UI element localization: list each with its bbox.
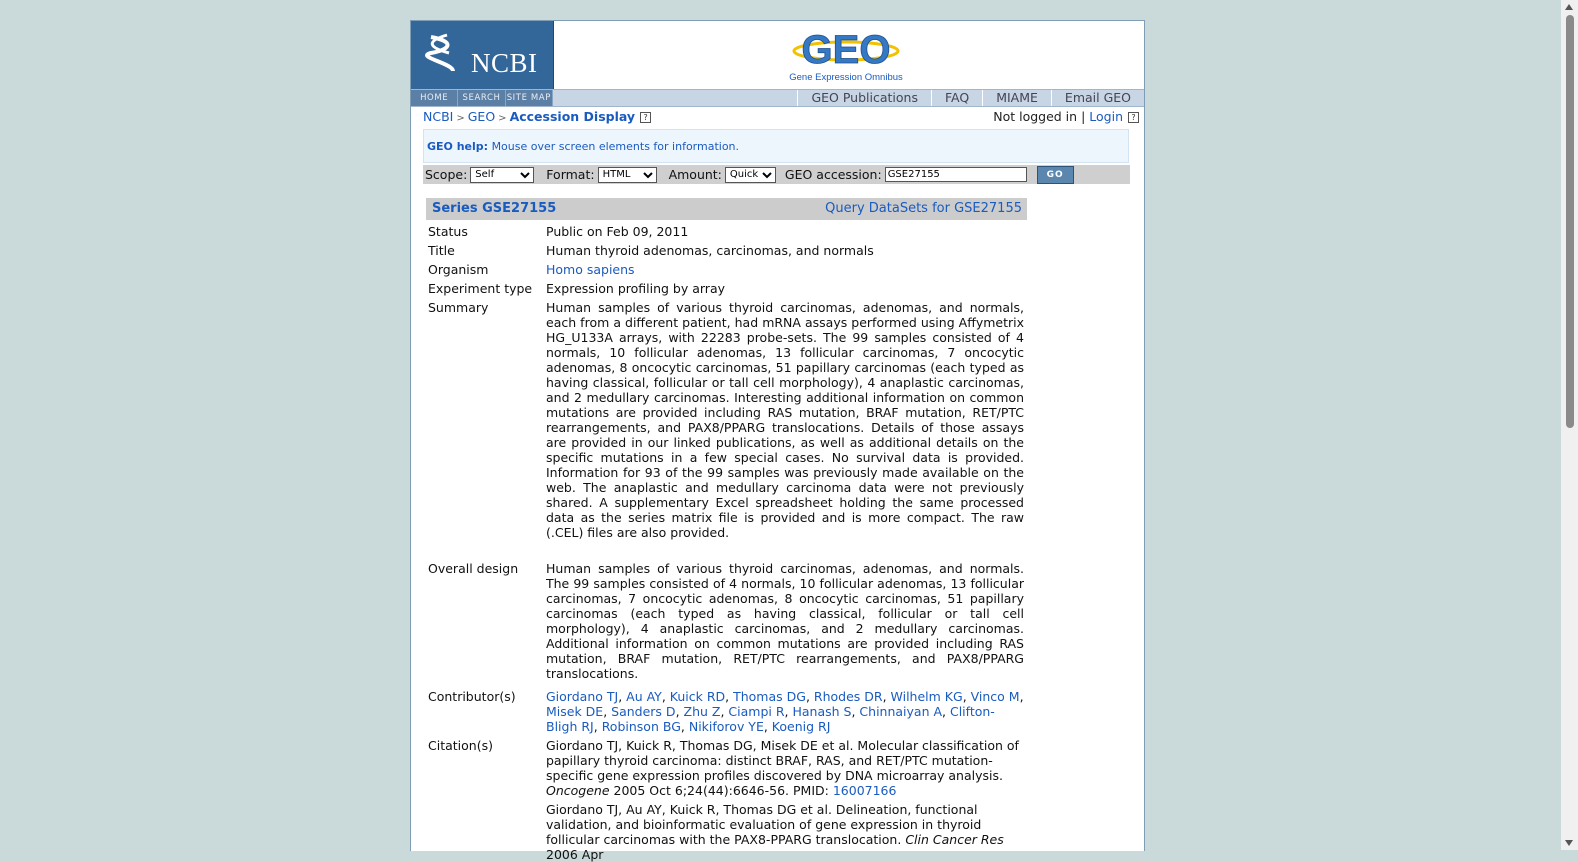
contributor-link[interactable]: Thomas DG bbox=[733, 689, 806, 704]
login-status bbox=[993, 109, 1139, 124]
contributor-link[interactable]: Kuick RD bbox=[669, 689, 726, 704]
contributors-label: Contributor(s) bbox=[428, 689, 516, 704]
contributor-separator: , bbox=[1019, 689, 1024, 704]
help-icon[interactable]: ? bbox=[640, 112, 651, 123]
ncbi-logo-text: NCBI bbox=[471, 48, 538, 78]
accession-form bbox=[423, 165, 1130, 184]
contributor-separator: , bbox=[805, 689, 814, 704]
citation-1-text: Giordano TJ, Kuick R, Thomas DG, Misek DE et al. Molecular classification of papillary thyroid carcinoma: distinct BRAF, RAS, and RET/PTC mutation-specific gene expression profiles discovered by DNA microarray analysis. bbox=[546, 738, 1019, 783]
contributor-link[interactable]: Hanash S bbox=[792, 704, 852, 719]
contributor-link[interactable]: Wilhelm KG bbox=[890, 689, 963, 704]
login-status-text: Not logged in bbox=[993, 109, 1078, 124]
help-label: GEO help: bbox=[427, 140, 489, 153]
design-value: Human samples of various thyroid carcinomas, adenomas, and normals. The 99 samples consisted of 4 normals, 10 follicular adenomas, 13 follicular carcinomas, 7 oncocytic adenomas, 8 oncocytic carcinomas, 51 papillary carcinomas (each typed as having classical, follicular or tall cell morphology), 4 anaplastic carcinomas, and 2 medullary carcinomas. Additional information on common mutations are provided including RAS mutation, BRAF mutation, RET/PTC rearrangements, and PAX8/PPARG translocations. bbox=[546, 561, 1024, 681]
scroll-down-arrow-icon[interactable] bbox=[1565, 840, 1573, 846]
contributor-separator: , bbox=[942, 704, 950, 719]
breadcrumb-separator: > bbox=[456, 113, 465, 124]
contributor-link[interactable]: Zhu Z bbox=[683, 704, 721, 719]
format-select[interactable] bbox=[598, 167, 657, 183]
scroll-up-arrow-icon[interactable] bbox=[1565, 4, 1573, 10]
format-label: Format: bbox=[546, 167, 595, 182]
contributor-separator: , bbox=[675, 704, 684, 719]
organism-link[interactable]: Homo sapiens bbox=[546, 262, 635, 277]
contributor-separator: , bbox=[882, 689, 891, 704]
citation-2-details: 2006 Apr bbox=[546, 847, 604, 862]
contributor-link[interactable]: Chinnaiyan A bbox=[859, 704, 943, 719]
status-value: Public on Feb 09, 2011 bbox=[546, 224, 689, 239]
breadcrumb bbox=[423, 109, 651, 124]
citation-1-details: 2005 Oct 6;24(44):6646-56. PMID: bbox=[613, 783, 829, 798]
geo-logo-text: GEO bbox=[801, 28, 891, 72]
contributor-separator: , bbox=[962, 689, 971, 704]
experiment-value: Expression profiling by array bbox=[546, 281, 726, 296]
nav-home[interactable]: HOME bbox=[411, 90, 458, 106]
contributor-separator: , bbox=[784, 704, 793, 719]
contributor-link[interactable]: Nikiforov YE bbox=[688, 719, 764, 734]
accession-label: GEO accession: bbox=[784, 167, 882, 182]
contributor-link[interactable]: Koenig RJ bbox=[771, 719, 831, 734]
citation-1 bbox=[546, 738, 1024, 798]
login-separator: | bbox=[1081, 109, 1086, 124]
citation-2 bbox=[546, 802, 1024, 862]
nav-search[interactable]: SEARCH bbox=[458, 90, 505, 106]
contributor-separator: , bbox=[618, 689, 627, 704]
query-datasets-link[interactable]: Query DataSets for GSE27155 bbox=[825, 201, 1022, 216]
experiment-label: Experiment type bbox=[428, 281, 533, 296]
dna-helix-icon bbox=[423, 33, 463, 75]
title-value: Human thyroid adenomas, carcinomas, and normals bbox=[546, 243, 874, 258]
summary-label: Summary bbox=[428, 300, 489, 315]
nav-site-map[interactable]: SITE MAP bbox=[506, 90, 553, 106]
geo-help-box bbox=[423, 129, 1129, 163]
scope-select[interactable] bbox=[470, 167, 534, 183]
contributor-link[interactable]: Giordano TJ bbox=[546, 689, 619, 704]
contributor-separator: , bbox=[661, 689, 670, 704]
title-label: Title bbox=[428, 243, 455, 258]
geo-nav bbox=[797, 90, 1144, 106]
help-text: Mouse over screen elements for information. bbox=[491, 140, 740, 153]
citation-2-journal: Clin Cancer Res bbox=[905, 832, 1004, 847]
contributor-link[interactable]: Clifton-Bligh RJ bbox=[546, 704, 995, 734]
ncbi-logo[interactable] bbox=[411, 21, 554, 89]
breadcrumb-current: Accession Display bbox=[509, 109, 636, 124]
top-navbar bbox=[411, 89, 1144, 107]
nav-geo-publications[interactable]: GEO Publications bbox=[797, 90, 931, 106]
series-id[interactable]: Series GSE27155 bbox=[432, 201, 557, 216]
contributor-separator: , bbox=[603, 704, 612, 719]
citation-1-pmid-link[interactable]: 16007166 bbox=[832, 783, 897, 798]
amount-label: Amount: bbox=[668, 167, 722, 182]
scope-label: Scope: bbox=[425, 167, 468, 182]
contributor-separator: , bbox=[725, 689, 734, 704]
contributor-separator: , bbox=[851, 704, 860, 719]
citation-1-journal: Oncogene bbox=[546, 783, 610, 798]
citations-label: Citation(s) bbox=[428, 738, 493, 753]
login-help-icon[interactable]: ? bbox=[1128, 112, 1139, 123]
series-header bbox=[426, 198, 1027, 220]
contributor-separator: , bbox=[680, 719, 689, 734]
contributor-link[interactable]: Au AY bbox=[626, 689, 662, 704]
contributor-separator: , bbox=[593, 719, 602, 734]
go-button[interactable]: GO bbox=[1037, 166, 1074, 184]
accession-input[interactable] bbox=[885, 167, 1027, 182]
contributor-link[interactable]: Robinson BG bbox=[601, 719, 681, 734]
geo-logo-mark bbox=[791, 27, 901, 71]
nav-miame[interactable]: MIAME bbox=[982, 90, 1051, 106]
contributor-separator: , bbox=[720, 704, 729, 719]
design-label: Overall design bbox=[428, 561, 519, 576]
amount-select[interactable] bbox=[725, 167, 776, 183]
page-container bbox=[410, 20, 1145, 862]
contributor-link[interactable]: Sanders D bbox=[611, 704, 676, 719]
geo-logo[interactable] bbox=[781, 27, 911, 87]
status-label: Status bbox=[428, 224, 468, 239]
citation-2-text: Giordano TJ, Au AY, Kuick R, Thomas DG et al. Delineation, functional validation, and bioinformatic evaluation of gene expression in thyroid follicular carcinomas with the PAX8-PPARG translocation. bbox=[546, 802, 982, 847]
breadcrumb-separator: > bbox=[498, 113, 507, 124]
page-scrollbar[interactable] bbox=[1561, 0, 1578, 850]
ncbi-nav bbox=[411, 90, 553, 106]
nav-email-geo[interactable]: Email GEO bbox=[1051, 90, 1144, 106]
scrollbar-thumb[interactable] bbox=[1566, 15, 1574, 428]
contributors-list bbox=[546, 689, 1024, 734]
nav-faq[interactable]: FAQ bbox=[931, 90, 982, 106]
login-link[interactable]: Login bbox=[1089, 109, 1123, 124]
geo-tagline: Gene Expression Omnibus bbox=[789, 72, 903, 83]
contributor-link[interactable]: Rhodes DR bbox=[813, 689, 883, 704]
breadcrumb-geo[interactable]: GEO bbox=[467, 109, 496, 124]
summary-value: Human samples of various thyroid carcinomas, adenomas, and normals, each from a different patient, had mRNA assays performed using Affymetrix HG_U133A arrays, with 22283 probe-sets. The 99 samples consisted of 4 normals, 10 follicular adenomas, 13 follicular carcinomas, 7 oncocytic adenomas, 8 oncocytic carcinomas, 51 papillary carcinomas (each typed as having classical, follicular or tall cell morphology), 4 anaplastic carcinomas, and 2 medullary carcinomas. Interesting additional information on common mutations are provided including RAS mutation, BRAF mutation, RET/PTC rearrangements, and PAX8/PPARG translocations. Details of those assays are provided in our linked publications, as well as additional details on the specific mutations in a few special cases. No survival data is provided. Information for 93 of the 99 samples was previously made available on the web. The anaplastic and medullary carcinoma data were not previously shared. A supplementary Excel spreadsheet holding the same processed data as the series matrix file is provided and is more compact. The raw (.CEL) files are also provided. bbox=[546, 300, 1024, 540]
contributor-separator: , bbox=[763, 719, 772, 734]
contributor-link[interactable]: Ciampi R bbox=[728, 704, 785, 719]
contributor-link[interactable]: Misek DE bbox=[546, 704, 604, 719]
citations-list bbox=[546, 738, 1024, 862]
organism-label: Organism bbox=[428, 262, 489, 277]
contributor-link[interactable]: Vinco M bbox=[970, 689, 1020, 704]
breadcrumb-ncbi[interactable]: NCBI bbox=[423, 109, 454, 124]
